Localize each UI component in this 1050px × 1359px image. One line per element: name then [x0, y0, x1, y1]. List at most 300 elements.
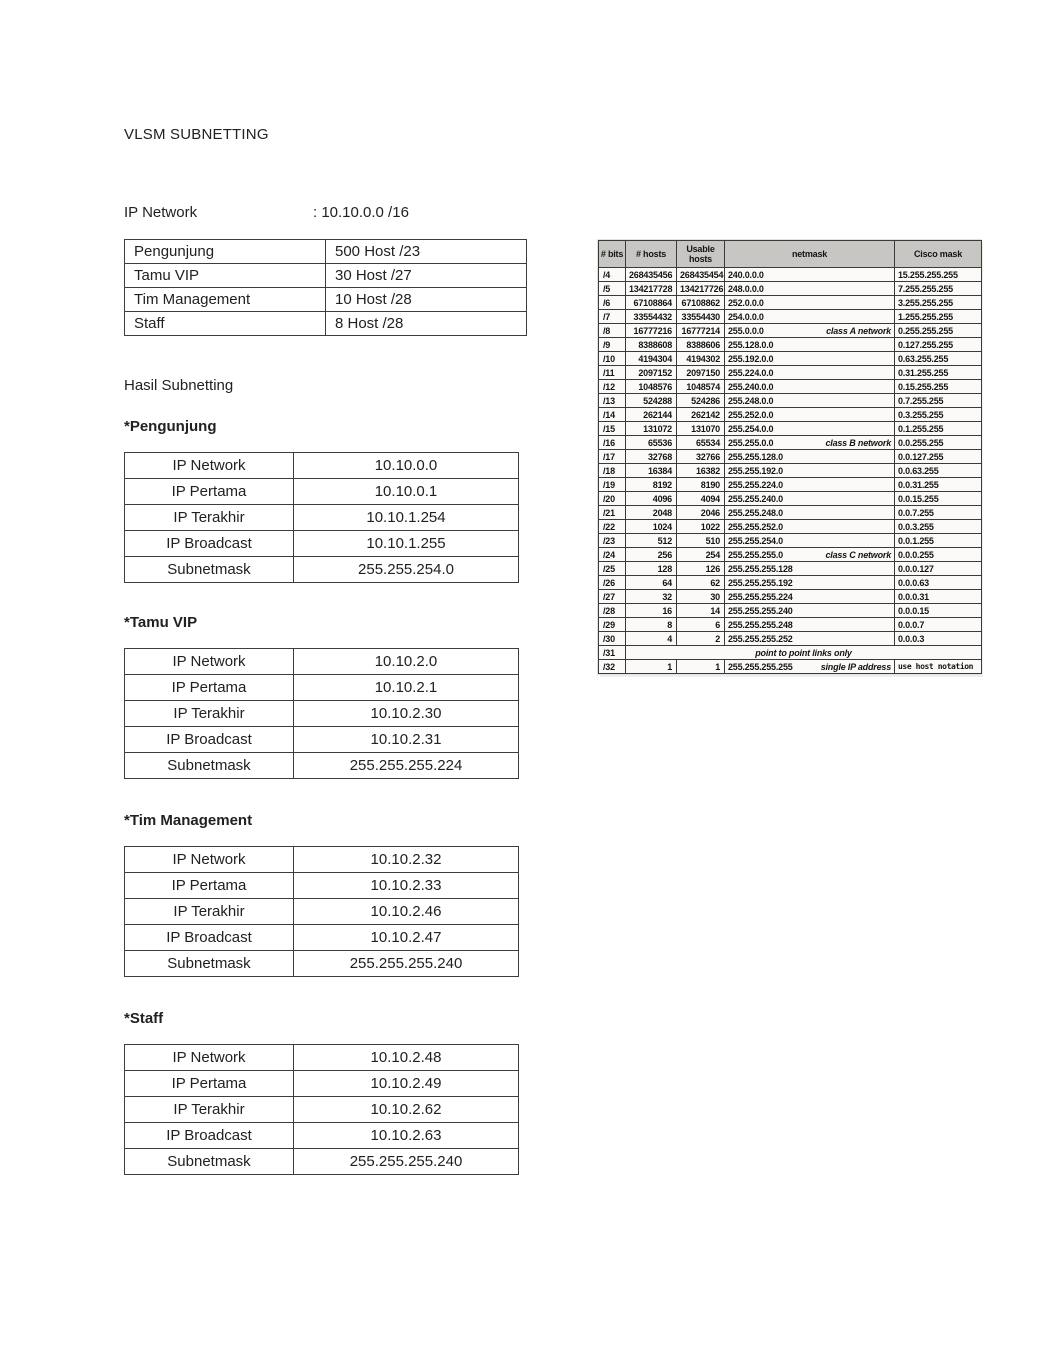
ref-column-header: Usable hosts	[677, 241, 725, 268]
ref-cisco-mask: 0.0.7.255	[895, 506, 982, 520]
ref-netmask	[725, 436, 895, 450]
ref-netmask	[725, 408, 895, 422]
ref-column-header: Cisco mask	[895, 241, 982, 268]
subnet-field-value: 10.10.2.1	[294, 675, 519, 701]
ref-cisco-mask: 0.0.127.255	[895, 450, 982, 464]
ref-netmask	[725, 352, 895, 366]
ref-usable-hosts: 4194302	[677, 352, 725, 366]
subnet-field-value: 10.10.1.255	[294, 531, 519, 557]
ref-hosts: 1048576	[626, 380, 677, 394]
subnet-field-label: Subnetmask	[125, 1149, 294, 1175]
ref-column-header: netmask	[725, 241, 895, 268]
subnet-row	[125, 1149, 519, 1175]
ref-bits: /12	[599, 380, 626, 394]
ref-netmask-value: 255.224.0.0	[728, 367, 774, 378]
subnet-field-value: 10.10.2.32	[294, 847, 519, 873]
ref-bits: /29	[599, 618, 626, 632]
ref-netmask-value: 255.255.255.0	[728, 549, 783, 560]
subnet-field-value: 10.10.2.0	[294, 649, 519, 675]
subnet-field-label: IP Pertama	[125, 873, 294, 899]
subnet-field-value: 10.10.2.33	[294, 873, 519, 899]
subnet-row	[125, 873, 519, 899]
subnet-row	[125, 1071, 519, 1097]
ref-cisco-mask: 7.255.255.255	[895, 282, 982, 296]
ref-bits: /18	[599, 464, 626, 478]
ref-cisco-mask: 0.0.0.15	[895, 604, 982, 618]
ref-cisco-mask: 0.0.0.63	[895, 576, 982, 590]
subnet-field-label: IP Pertama	[125, 1071, 294, 1097]
ref-bits: /24	[599, 548, 626, 562]
ref-netmask	[725, 520, 895, 534]
ref-row	[599, 604, 982, 618]
subnet-field-label: IP Broadcast	[125, 531, 294, 557]
ref-netmask-value: 255.255.240.0	[728, 493, 783, 504]
subnet-field-label: IP Pertama	[125, 479, 294, 505]
ref-hosts: 4194304	[626, 352, 677, 366]
ref-netmask	[725, 422, 895, 436]
subnet-field-label: IP Network	[125, 453, 294, 479]
ref-cisco-mask: 0.0.0.127	[895, 562, 982, 576]
ref-netmask	[725, 296, 895, 310]
ref-bits: /7	[599, 310, 626, 324]
ref-netmask	[725, 576, 895, 590]
ref-row	[599, 492, 982, 506]
ref-row	[599, 632, 982, 646]
ref-row	[599, 394, 982, 408]
ref-bits: /21	[599, 506, 626, 520]
ref-netmask-value: 255.255.248.0	[728, 507, 783, 518]
ref-row	[599, 422, 982, 436]
ref-netmask	[725, 380, 895, 394]
ref-bits: /4	[599, 268, 626, 282]
ref-netmask	[725, 394, 895, 408]
ref-hosts: 262144	[626, 408, 677, 422]
subnet-row	[125, 531, 519, 557]
ref-usable-hosts: 14	[677, 604, 725, 618]
subnet-row	[125, 453, 519, 479]
ref-netmask-value: 255.255.255.192	[728, 577, 793, 588]
ref-usable-hosts: 67108862	[677, 296, 725, 310]
ref-netmask-value: 254.0.0.0	[728, 311, 764, 322]
ref-cisco-mask: 0.0.0.31	[895, 590, 982, 604]
ref-netmask	[725, 506, 895, 520]
ref-cisco-mask: 0.0.3.255	[895, 520, 982, 534]
subnet-heading: *Tim Management	[124, 812, 253, 829]
ref-netmask-value: 255.255.255.224	[728, 591, 793, 602]
ref-usable-hosts: 16777214	[677, 324, 725, 338]
ref-usable-hosts: 126	[677, 562, 725, 576]
ref-hosts: 67108864	[626, 296, 677, 310]
ref-netmask	[725, 660, 895, 674]
ref-usable-hosts: 33554430	[677, 310, 725, 324]
ref-row	[599, 534, 982, 548]
subnet-section	[124, 811, 518, 977]
ref-hosts: 16777216	[626, 324, 677, 338]
subnet-field-label: IP Pertama	[125, 675, 294, 701]
subnet-field-label: IP Network	[125, 847, 294, 873]
ref-usable-hosts: 8190	[677, 478, 725, 492]
ref-netmask-value: 255.255.128.0	[728, 451, 783, 462]
ref-netmask-value: 255.255.254.0	[728, 535, 783, 546]
ref-netmask	[725, 632, 895, 646]
subnet-row	[125, 899, 519, 925]
ref-bits: /28	[599, 604, 626, 618]
ref-bits: /20	[599, 492, 626, 506]
requirement-row	[125, 240, 527, 264]
ref-usable-hosts: 131070	[677, 422, 725, 436]
subnet-table	[124, 1044, 519, 1175]
ref-bits: /11	[599, 366, 626, 380]
ref-usable-hosts: 1022	[677, 520, 725, 534]
ref-netmask-value: 255.255.0.0	[728, 437, 774, 448]
ref-hosts: 33554432	[626, 310, 677, 324]
subnet-row	[125, 701, 519, 727]
ref-netmask	[725, 338, 895, 352]
ref-cisco-mask: 15.255.255.255	[895, 268, 982, 282]
ref-hosts: 512	[626, 534, 677, 548]
ip-network-value: : 10.10.0.0 /16	[313, 204, 409, 221]
subnet-field-value: 10.10.2.30	[294, 701, 519, 727]
ref-bits: /25	[599, 562, 626, 576]
ref-netmask-value: 255.128.0.0	[728, 339, 774, 350]
subnet-section	[124, 1009, 518, 1175]
ref-cisco-mask: 0.3.255.255	[895, 408, 982, 422]
ref-row	[599, 618, 982, 632]
ref-usable-hosts: 65534	[677, 436, 725, 450]
ref-row	[599, 352, 982, 366]
subnet-row	[125, 479, 519, 505]
subnet-row	[125, 925, 519, 951]
ref-usable-hosts: 8388606	[677, 338, 725, 352]
ref-hosts: 268435456	[626, 268, 677, 282]
ref-hosts: 2097152	[626, 366, 677, 380]
subnet-table	[124, 846, 519, 977]
ref-netmask	[725, 548, 895, 562]
subnet-field-label: IP Network	[125, 1045, 294, 1071]
ref-bits: /6	[599, 296, 626, 310]
subnet-field-value: 10.10.2.46	[294, 899, 519, 925]
ref-netmask-value: 240.0.0.0	[728, 269, 764, 280]
subnet-row	[125, 951, 519, 977]
ref-hosts: 4096	[626, 492, 677, 506]
ref-row	[599, 436, 982, 450]
subnet-section	[124, 613, 518, 779]
ref-netmask-value: 255.255.255.128	[728, 563, 793, 574]
ref-bits: /14	[599, 408, 626, 422]
ref-netmask	[725, 268, 895, 282]
ref-hosts: 16	[626, 604, 677, 618]
subnet-field-label: IP Broadcast	[125, 727, 294, 753]
ref-bits: /31	[599, 646, 626, 660]
ref-hosts: 256	[626, 548, 677, 562]
ref-usable-hosts: 4094	[677, 492, 725, 506]
ref-bits: /19	[599, 478, 626, 492]
subnet-table	[124, 452, 519, 583]
ref-netmask-value: 255.192.0.0	[728, 353, 774, 364]
subnet-row	[125, 847, 519, 873]
ref-netmask	[725, 464, 895, 478]
requirement-hosts: 30 Host /27	[326, 264, 527, 288]
ref-usable-hosts: 30	[677, 590, 725, 604]
ref-row	[599, 338, 982, 352]
subnet-field-label: Subnetmask	[125, 753, 294, 779]
ref-row	[599, 282, 982, 296]
ref-bits: /9	[599, 338, 626, 352]
ref-netmask	[725, 618, 895, 632]
subnet-heading: *Pengunjung	[124, 418, 217, 435]
ref-hosts: 32	[626, 590, 677, 604]
ref-usable-hosts: 2097150	[677, 366, 725, 380]
subnet-field-value: 10.10.0.1	[294, 479, 519, 505]
ref-hosts: 16384	[626, 464, 677, 478]
subnet-row	[125, 649, 519, 675]
ref-bits: /17	[599, 450, 626, 464]
subnet-field-label: Subnetmask	[125, 951, 294, 977]
ref-netmask	[725, 450, 895, 464]
ref-bits: /30	[599, 632, 626, 646]
subnet-reference-chart	[598, 240, 981, 674]
ref-usable-hosts: 1048574	[677, 380, 725, 394]
ref-netmask	[725, 478, 895, 492]
ref-row	[599, 380, 982, 394]
requirement-name: Pengunjung	[125, 240, 326, 264]
ref-row	[599, 562, 982, 576]
ref-cisco-mask: 0.63.255.255	[895, 352, 982, 366]
ref-usable-hosts: 524286	[677, 394, 725, 408]
ref-cisco-mask: 0.0.0.7	[895, 618, 982, 632]
subnet-field-value: 10.10.2.47	[294, 925, 519, 951]
ref-cisco-mask: 0.0.31.255	[895, 478, 982, 492]
ref-hosts: 8192	[626, 478, 677, 492]
subnet-row	[125, 1123, 519, 1149]
ref-usable-hosts: 1	[677, 660, 725, 674]
ref-cisco-mask: 0.0.0.255	[895, 548, 982, 562]
ref-usable-hosts: 2046	[677, 506, 725, 520]
ref-cisco-mask: 0.0.1.255	[895, 534, 982, 548]
ref-netmask-value: 255.255.252.0	[728, 521, 783, 532]
subnet-field-value: 10.10.2.31	[294, 727, 519, 753]
ref-cisco-mask: 0.255.255.255	[895, 324, 982, 338]
subnet-heading: *Staff	[124, 1010, 164, 1027]
ref-usable-hosts: 510	[677, 534, 725, 548]
ref-netmask	[725, 282, 895, 296]
subnet-field-label: IP Terakhir	[125, 701, 294, 727]
ref-cisco-mask: 0.0.15.255	[895, 492, 982, 506]
ref-bits: /23	[599, 534, 626, 548]
subnet-field-value: 255.255.255.240	[294, 1149, 519, 1175]
ref-network-class-note: class C network	[825, 549, 891, 560]
subnet-row	[125, 557, 519, 583]
ref-hosts: 524288	[626, 394, 677, 408]
ref-cisco-mask: 0.0.63.255	[895, 464, 982, 478]
ref-bits: /32	[599, 660, 626, 674]
subnet-field-value: 255.255.254.0	[294, 557, 519, 583]
ref-cisco-mask: 0.31.255.255	[895, 366, 982, 380]
requirement-row	[125, 264, 527, 288]
subnet-field-label: IP Terakhir	[125, 899, 294, 925]
ref-netmask-value: 255.255.192.0	[728, 465, 783, 476]
requirement-name: Tamu VIP	[125, 264, 326, 288]
ref-bits: /10	[599, 352, 626, 366]
ref-cisco-mask: 0.0.0.3	[895, 632, 982, 646]
subnet-field-label: IP Broadcast	[125, 925, 294, 951]
requirement-row	[125, 312, 527, 336]
ref-bits: /8	[599, 324, 626, 338]
ref-row	[599, 366, 982, 380]
ref-row	[599, 310, 982, 324]
ref-row	[599, 324, 982, 338]
subnet-field-value: 255.255.255.240	[294, 951, 519, 977]
page-title: VLSM SUBNETTING	[124, 126, 269, 143]
ref-bits: /26	[599, 576, 626, 590]
requirement-name: Staff	[125, 312, 326, 336]
ref-netmask	[725, 324, 895, 338]
ref-cisco-mask: 0.15.255.255	[895, 380, 982, 394]
subnet-field-value: 10.10.1.254	[294, 505, 519, 531]
ref-row	[599, 506, 982, 520]
subnet-section	[124, 417, 518, 583]
subnet-row	[125, 675, 519, 701]
hasil-subnetting-label: Hasil Subnetting	[124, 377, 234, 394]
subnet-row	[125, 1097, 519, 1123]
ref-hosts: 32768	[626, 450, 677, 464]
ref-row	[599, 646, 982, 660]
subnet-field-label: IP Terakhir	[125, 505, 294, 531]
ref-netmask-value: 255.252.0.0	[728, 409, 774, 420]
ref-hosts: 4	[626, 632, 677, 646]
subnet-field-value: 10.10.2.62	[294, 1097, 519, 1123]
ref-usable-hosts: 254	[677, 548, 725, 562]
ref-hosts: 65536	[626, 436, 677, 450]
ref-cisco-mask: 0.0.255.255	[895, 436, 982, 450]
ref-row	[599, 450, 982, 464]
ref-netmask-value: 255.0.0.0	[728, 325, 764, 336]
ref-usable-hosts: 134217726	[677, 282, 725, 296]
ref-netmask-value: 255.248.0.0	[728, 395, 774, 406]
reference-chart-body	[599, 268, 982, 674]
ref-netmask-value: 255.255.255.255	[728, 661, 793, 672]
ref-cisco-mask: use host notation	[895, 660, 982, 674]
ref-hosts: 1024	[626, 520, 677, 534]
subnet-field-label: IP Network	[125, 649, 294, 675]
ref-hosts: 131072	[626, 422, 677, 436]
ref-usable-hosts: 262142	[677, 408, 725, 422]
subnet-field-label: IP Broadcast	[125, 1123, 294, 1149]
subnet-row	[125, 1045, 519, 1071]
reference-table	[598, 240, 982, 674]
ref-hosts: 8	[626, 618, 677, 632]
ref-column-header: # bits	[599, 241, 626, 268]
ref-hosts: 64	[626, 576, 677, 590]
ref-usable-hosts: 2	[677, 632, 725, 646]
ref-network-class-note: class B network	[825, 437, 891, 448]
requirements-table	[124, 239, 527, 336]
subnet-row	[125, 505, 519, 531]
requirements-table-body	[125, 240, 527, 336]
ref-netmask	[725, 590, 895, 604]
ref-netmask	[725, 366, 895, 380]
ref-row	[599, 660, 982, 674]
subnet-row	[125, 727, 519, 753]
ref-row	[599, 576, 982, 590]
ref-row	[599, 464, 982, 478]
subnet-field-label: IP Terakhir	[125, 1097, 294, 1123]
ref-network-class-note: single IP address	[820, 661, 891, 672]
ref-usable-hosts: 62	[677, 576, 725, 590]
ref-bits: /15	[599, 422, 626, 436]
subnet-field-value: 10.10.2.49	[294, 1071, 519, 1097]
subnet-field-value: 10.10.2.48	[294, 1045, 519, 1071]
subnet-row	[125, 753, 519, 779]
ref-netmask	[725, 534, 895, 548]
ref-hosts: 134217728	[626, 282, 677, 296]
ref-cisco-mask: 3.255.255.255	[895, 296, 982, 310]
ref-cisco-mask: 1.255.255.255	[895, 310, 982, 324]
ref-cisco-mask: 0.1.255.255	[895, 422, 982, 436]
ref-netmask-value: 255.240.0.0	[728, 381, 774, 392]
ref-usable-hosts: 268435454	[677, 268, 725, 282]
reference-chart-header-row	[599, 241, 982, 268]
ref-cisco-mask: 0.7.255.255	[895, 394, 982, 408]
ref-bits: /27	[599, 590, 626, 604]
ref-bits: /5	[599, 282, 626, 296]
ref-netmask	[725, 492, 895, 506]
subnet-table	[124, 648, 519, 779]
ref-netmask-value: 255.255.224.0	[728, 479, 783, 490]
ref-hosts: 8388608	[626, 338, 677, 352]
requirement-hosts: 500 Host /23	[326, 240, 527, 264]
ref-bits: /13	[599, 394, 626, 408]
requirement-hosts: 10 Host /28	[326, 288, 527, 312]
requirement-hosts: 8 Host /28	[326, 312, 527, 336]
ref-netmask-value: 255.255.255.252	[728, 633, 793, 644]
subnet-heading: *Tamu VIP	[124, 614, 198, 631]
ref-cisco-mask: 0.127.255.255	[895, 338, 982, 352]
ref-network-class-note: class A network	[826, 325, 891, 336]
ref-row	[599, 590, 982, 604]
subnet-field-value: 10.10.2.63	[294, 1123, 519, 1149]
requirement-row	[125, 288, 527, 312]
ref-usable-hosts: 32766	[677, 450, 725, 464]
ref-hosts: 1	[626, 660, 677, 674]
ref-column-header: # hosts	[626, 241, 677, 268]
ref-bits: /16	[599, 436, 626, 450]
ref-netmask	[725, 604, 895, 618]
ref-row	[599, 520, 982, 534]
ref-netmask-value: 255.254.0.0	[728, 423, 774, 434]
requirement-name: Tim Management	[125, 288, 326, 312]
ref-netmask-value: 248.0.0.0	[728, 283, 764, 294]
ref-row	[599, 478, 982, 492]
ip-network-line	[124, 204, 409, 221]
ref-hosts: 2048	[626, 506, 677, 520]
ref-row	[599, 408, 982, 422]
subnet-field-label: Subnetmask	[125, 557, 294, 583]
ref-row	[599, 296, 982, 310]
ref-usable-hosts: 6	[677, 618, 725, 632]
ref-row	[599, 268, 982, 282]
ref-netmask-value: 255.255.255.248	[728, 619, 793, 630]
subnet-field-value: 255.255.255.224	[294, 753, 519, 779]
subnet-field-value: 10.10.0.0	[294, 453, 519, 479]
ref-usable-hosts: 16382	[677, 464, 725, 478]
ip-network-label: IP Network	[124, 204, 198, 221]
ref-netmask	[725, 562, 895, 576]
ref-bits: /22	[599, 520, 626, 534]
ref-netmask	[725, 310, 895, 324]
ref-row	[599, 548, 982, 562]
ref-netmask-value: 252.0.0.0	[728, 297, 764, 308]
